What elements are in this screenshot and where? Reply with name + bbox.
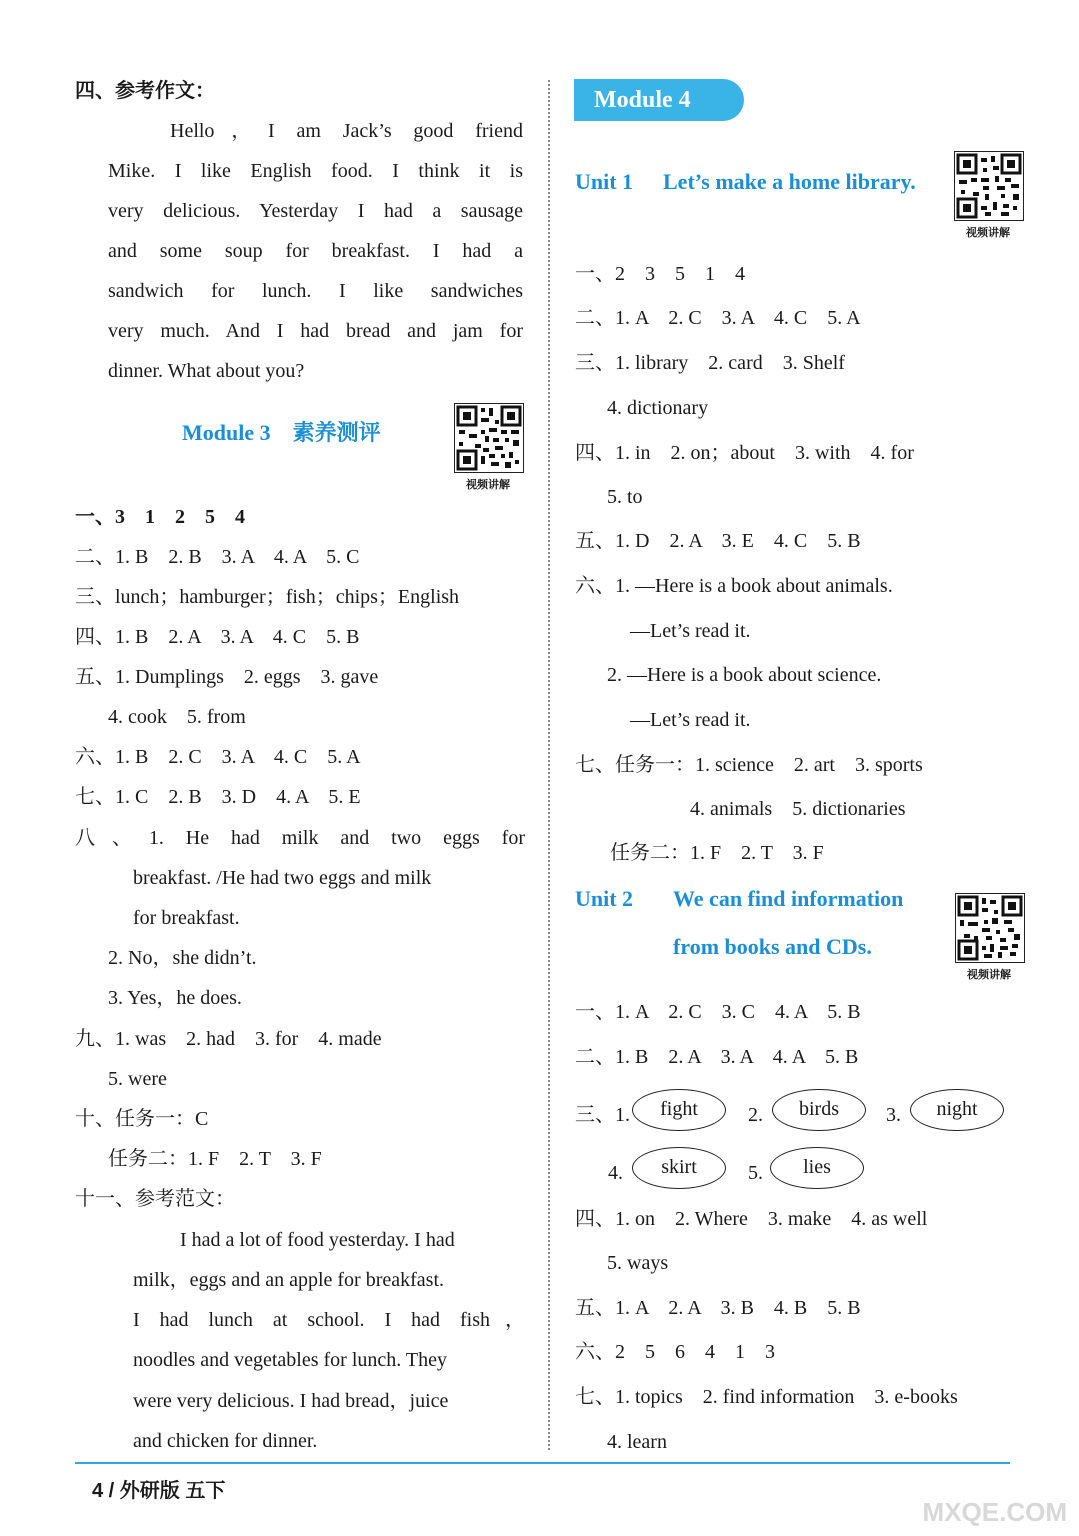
- answer-line: 十、任务一：C: [75, 1108, 209, 1130]
- answer-line: 3. Yes，he does.: [108, 987, 242, 1009]
- answer-line: 任务二：1. F 2. T 3. F: [610, 842, 824, 864]
- unit-2-number: Unit 2: [575, 886, 634, 911]
- answer-line: 二、1. B 2. B 3. A 4. A 5. C: [75, 546, 360, 568]
- answer-line: 二、1. A 2. C 3. A 4. C 5. A: [575, 307, 861, 329]
- essay2-line: were very delicious. I had bread，juice: [133, 1390, 449, 1412]
- answer-line: 4. dictionary: [607, 397, 709, 419]
- essay-line: Mike. I like English food. I think it is: [108, 160, 523, 182]
- essay2-line: noodles and vegetables for lunch. They: [133, 1349, 447, 1371]
- unit-2-title: from books and CDs.: [673, 934, 872, 959]
- answer-line: 一、2 3 5 1 4: [575, 263, 745, 285]
- unit-1-number: Unit 1: [575, 169, 634, 194]
- qr-code-icon[interactable]: [954, 151, 1024, 221]
- qr-code-label: 视频讲解: [967, 969, 1011, 981]
- answer-line: —Let’s read it.: [630, 709, 751, 731]
- answer-line: 六、1. B 2. C 3. A 4. C 5. A: [75, 746, 361, 768]
- circled-word: birds: [772, 1089, 866, 1131]
- answer-line: 六、1. —Here is a book about animals.: [575, 575, 893, 597]
- essay-line: dinner. What about you?: [108, 360, 305, 382]
- unit-1-title: Let’s make a home library.: [663, 169, 916, 194]
- answer-line: 三、lunch；hamburger；fish；chips；English: [75, 586, 460, 608]
- essay2-line: I had a lot of food yesterday. I had: [180, 1229, 455, 1251]
- qr-code-icon[interactable]: [955, 893, 1025, 963]
- answer-line: 4. learn: [607, 1431, 667, 1453]
- answer-line: 2. No，she didn’t.: [108, 947, 257, 969]
- circle-item-number: 3.: [886, 1104, 901, 1126]
- circle-item-number: 5.: [748, 1162, 763, 1184]
- answer-line: 七、1. topics 2. find information 3. e-books: [575, 1386, 958, 1408]
- answer-line: 4. cook 5. from: [108, 706, 246, 728]
- answer-line: 任务二：1. F 2. T 3. F: [108, 1148, 322, 1170]
- answer-line: 九、1. was 2. had 3. for 4. made: [75, 1028, 382, 1050]
- answer-line: 七、1. C 2. B 3. D 4. A 5. E: [75, 786, 361, 808]
- essay2-line: and chicken for dinner.: [133, 1430, 318, 1452]
- watermark: MXQE.COM: [922, 1497, 1067, 1527]
- module-4-tab: Module 4: [574, 79, 744, 121]
- essay-line: sandwich for lunch. I like sandwiches: [108, 280, 523, 302]
- answer-line: [75, 504, 245, 530]
- answer-line: for breakfast.: [133, 907, 240, 929]
- circled-word: skirt: [632, 1147, 726, 1189]
- answer-line: 四、1. B 2. A 3. A 4. C 5. B: [75, 626, 360, 648]
- answer-line: 五、1. A 2. A 3. B 4. B 5. B: [575, 1297, 861, 1319]
- answer-line: 五、1. D 2. A 3. E 4. C 5. B: [575, 530, 861, 552]
- circle-item-number: 4.: [608, 1162, 623, 1184]
- answer-line: breakfast. /He had two eggs and milk: [133, 867, 432, 889]
- answer-line: 一、1. A 2. C 3. C 4. A 5. B: [575, 1001, 861, 1023]
- circle-item-number: 2.: [748, 1104, 763, 1126]
- essay-line: Hello，I am Jack’s good friend: [170, 120, 523, 142]
- page-footer: 4 / 外研版 五下: [92, 1480, 226, 1502]
- qr-code-label: 视频讲解: [966, 227, 1010, 239]
- footer-rule: [75, 1462, 1010, 1464]
- circled-word: fight: [632, 1089, 726, 1131]
- circled-word: night: [910, 1089, 1004, 1131]
- answer-line: 5. ways: [607, 1252, 669, 1274]
- essay2-line: milk，eggs and an apple for breakfast.: [133, 1269, 445, 1291]
- answer-line: 三、1. library 2. card 3. Shelf: [575, 352, 845, 374]
- answer-line: 十一、参考范文：: [75, 1188, 235, 1210]
- essay-line: very delicious. Yesterday I had a sausage: [108, 200, 523, 222]
- unit-2-title: We can find information: [673, 886, 904, 911]
- answer-line: 六、2 5 6 4 1 3: [575, 1341, 775, 1363]
- answer-line: 二、1. B 2. A 3. A 4. A 5. B: [575, 1046, 859, 1068]
- qr-code-icon[interactable]: [454, 403, 524, 473]
- circle-question-label: 三、1.: [575, 1104, 630, 1126]
- answer-line: 五、1. Dumplings 2. eggs 3. gave: [75, 666, 379, 688]
- qr-code-label: 视频讲解: [466, 479, 510, 491]
- answer-line: 四、1. on 2. Where 3. make 4. as well: [575, 1208, 928, 1230]
- answer-line: 2. —Here is a book about science.: [607, 664, 882, 686]
- answer-line: 4. animals 5. dictionaries: [690, 798, 906, 820]
- essay-line: and some soup for breakfast. I had a: [108, 240, 523, 262]
- circled-word: lies: [770, 1147, 864, 1189]
- essay-heading: 四、参考作文：: [75, 80, 215, 102]
- essay-line: very much. And I had bread and jam for: [108, 320, 523, 342]
- answer-line: 四、1. in 2. on；about 3. with 4. for: [575, 442, 914, 464]
- module-3-title: Module 3 素养测评: [182, 420, 381, 445]
- answer-line: 5. were: [108, 1068, 167, 1090]
- answer-line: 八、1. He had milk and two eggs for: [75, 827, 525, 849]
- answer-line: 七、任务一：1. science 2. art 3. sports: [575, 754, 923, 776]
- column-divider: [548, 80, 550, 1450]
- answer-line: —Let’s read it.: [630, 620, 751, 642]
- essay2-line: I had lunch at school. I had fish，: [133, 1309, 525, 1331]
- answer-line: 5. to: [607, 486, 643, 508]
- q-1: 一、3 1 2 5 4: [75, 506, 245, 528]
